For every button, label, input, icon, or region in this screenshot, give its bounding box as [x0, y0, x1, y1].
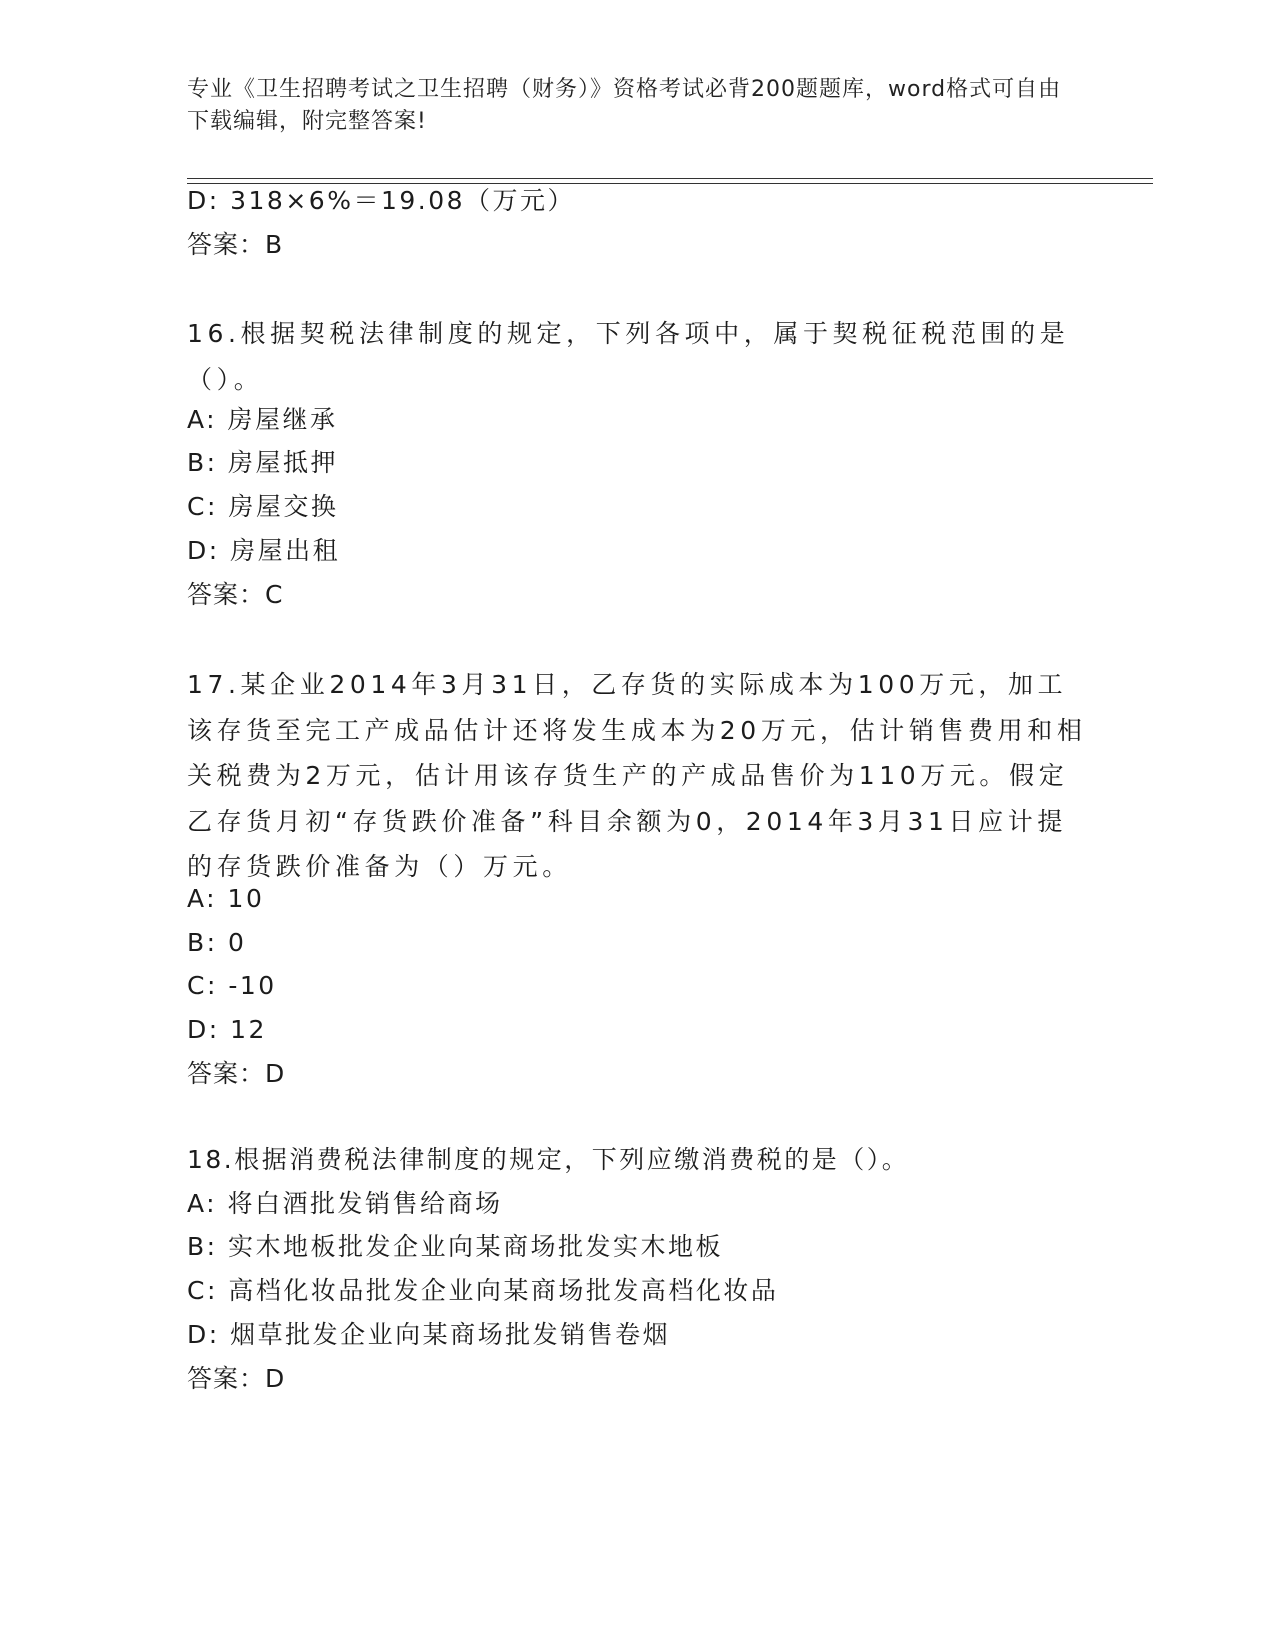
- document-header: 专业《卫生招聘考试之卫生招聘（财务）》资格考试必背200题题库，word格式可自由下载编辑，附完整答案!: [187, 77, 1062, 134]
- question-16-option-a: A: 房屋继承: [187, 405, 338, 434]
- question-17-option-a: A: 10: [187, 884, 265, 913]
- question-17-stem: 17.某企业2014年3月31日，乙存货的实际成本为100万元，加工该存货至完工产成品估计还将发生成本为20万元，估计销售费用和相关税费为2万元，估计用该存货生产的产成品售价为110万元。假定乙存货月初“存货跌价准备”科目余额为0，2014年3月31日应计提的存货跌价准备为（）万元。: [187, 670, 1087, 881]
- prev-answer: 答案：B: [187, 230, 284, 259]
- prev-option-d: D: 318×6%＝19.08（万元）: [187, 186, 576, 215]
- question-18-option-c: C: 高档化妆品批发企业向某商场批发高档化妆品: [187, 1276, 779, 1305]
- question-17-answer: 答案：D: [187, 1059, 286, 1088]
- question-16-option-c: C: 房屋交换: [187, 492, 339, 521]
- question-18-answer: 答案：D: [187, 1364, 286, 1393]
- question-18-option-b: B: 实木地板批发企业向某商场批发实木地板: [187, 1232, 724, 1261]
- question-18-option-d: D: 烟草批发企业向某商场批发销售卷烟: [187, 1320, 671, 1349]
- question-17-option-c: C: -10: [187, 971, 277, 1000]
- question-17-option-b: B: 0: [187, 928, 247, 957]
- question-16-option-d: D: 房屋出租: [187, 536, 341, 565]
- question-18-option-a: A: 将白酒批发销售给商场: [187, 1189, 503, 1218]
- question-16-option-b: B: 房屋抵押: [187, 448, 339, 477]
- question-16-stem: 16.根据契税法律制度的规定，下列各项中，属于契税征税范围的是（）。: [187, 319, 1070, 394]
- question-17-option-d: D: 12: [187, 1015, 267, 1044]
- question-18-stem: 18.根据消费税法律制度的规定，下列应缴消费税的是（）。: [187, 1145, 910, 1174]
- header-rule-top: [187, 178, 1153, 179]
- question-16-answer: 答案：C: [187, 580, 284, 609]
